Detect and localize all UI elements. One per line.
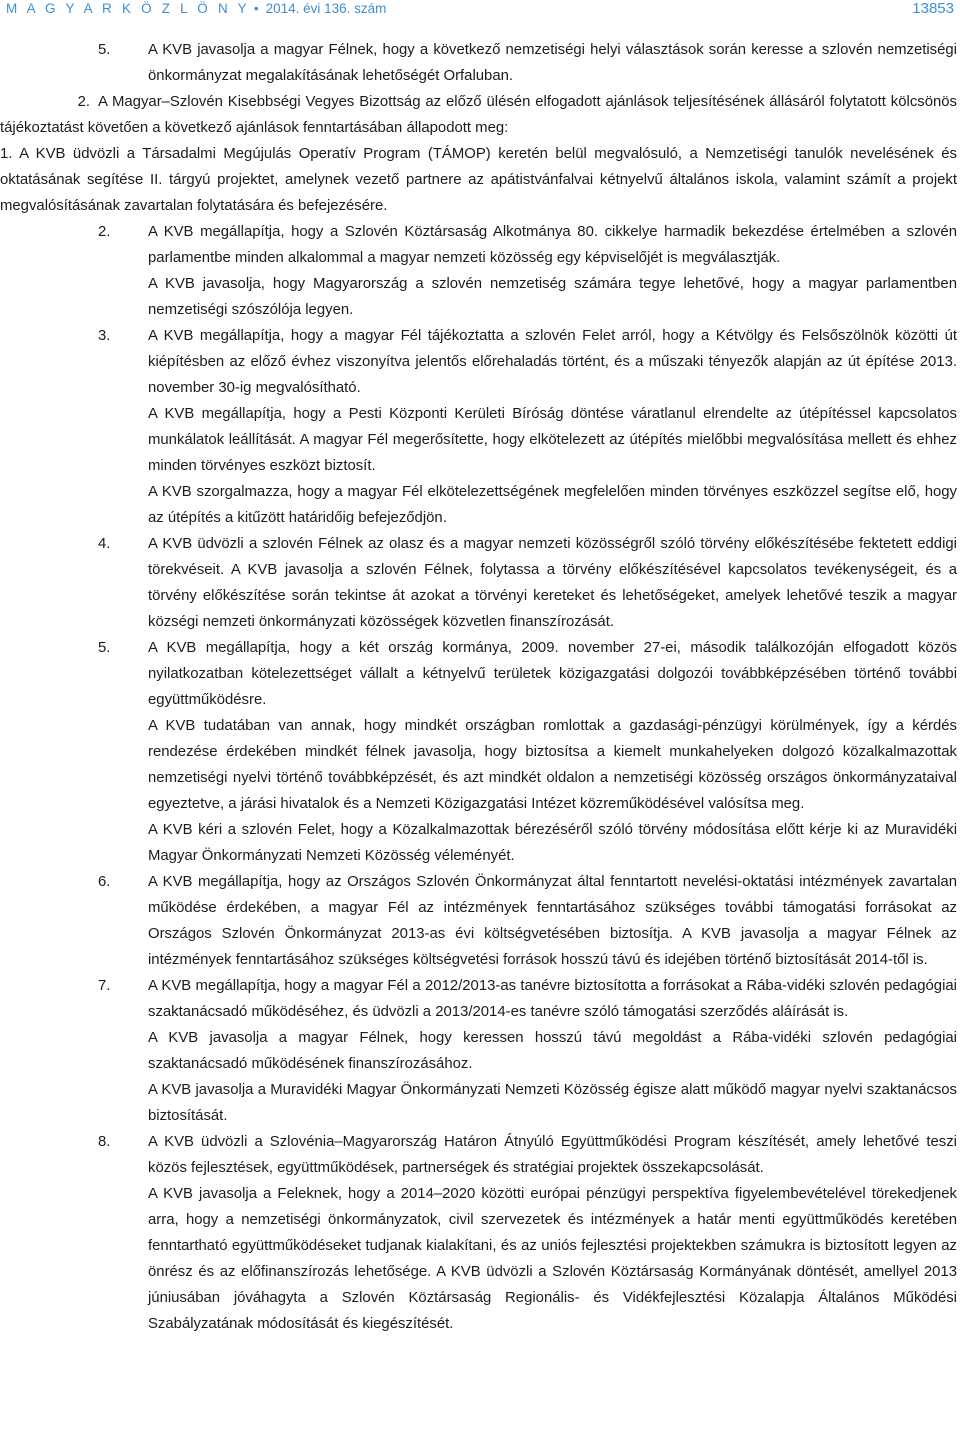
item-text: A KVB üdvözli a szlovén Félnek az olasz és a magyar nemzeti közösségről szóló törvény előkészítésébe fektetett eddigi törekvéseit. A KVB javasolja a szlovén Félnek, folytassa a törvény előkészítésével kapcsolatos tevékenységeit, és a törvény előkészítése során tekintse át azokat a törvényi kereteket és lehetőségeket, amelyek lehetővé teszik a magyar községi nemzeti önkormányzati közösségek közvetlen finanszírozását. bbox=[148, 536, 957, 630]
item-number: 8. bbox=[98, 1134, 111, 1150]
journal-title: M A G Y A R K Ö Z L Ö N Y bbox=[6, 1, 250, 16]
item-text: A KVB üdvözli a Szlovénia–Magyarország Határon Átnyúló Együttműködési Program készítését, amely lehetővé teszi közös fejlesztések, együttműködések, partnerségek és stratégiai projektek összekapcsolását. bbox=[148, 1134, 957, 1176]
header-bullet: • bbox=[253, 1, 259, 16]
recommendation-item bbox=[0, 141, 960, 219]
section-text: A Magyar–Szlovén Kisebbségi Vegyes Bizottság az előző ülésén elfogadott ajánlások teljesítésének állásáról folytatott kölcsönös tájékoztatást követően a következő ajánlások fenntartásában állapodott meg: bbox=[0, 94, 957, 136]
item-number: 5. bbox=[98, 640, 111, 656]
section-number-slot bbox=[0, 89, 98, 115]
item-text: A KVB tudatában van annak, hogy mindkét országban romlottak a gazdasági-pénzügyi körülmények, így a kérdés rendezése érdekében mindkét félnek javasolja, hogy biztosítsa a kiemelt munkahelyeken dolgozó közalkalmazottak nemzetiségi nyelvi történő továbbképzését, és azt mindkét oldalon a nemzetiségi közösség országos önkormányzataival egyeztetve, a járási hivatalok és a Nemzeti Közigazgatási Intézet közreműködésével valósítsa meg. bbox=[148, 718, 957, 812]
page-number: 13853 bbox=[912, 0, 954, 17]
recommendation-item bbox=[0, 973, 960, 1025]
recommendation-item bbox=[0, 37, 960, 89]
item-number: 2. bbox=[98, 224, 111, 240]
recommendation-paragraph bbox=[0, 1025, 960, 1077]
item-text: A KVB szorgalmazza, hogy a magyar Fél elkötelezettségének megfelelően minden törvényes eszközzel segítse elő, hogy az útépítés a kitűzött határidőig befejeződjön. bbox=[148, 484, 957, 526]
recommendation-item bbox=[0, 869, 960, 973]
item-number: 6. bbox=[98, 874, 111, 890]
document-body bbox=[0, 37, 960, 1337]
section-number: 2. bbox=[77, 94, 90, 110]
recommendation-item bbox=[0, 635, 960, 713]
running-head bbox=[6, 0, 386, 18]
item-text: A KVB megállapítja, hogy a Szlovén Köztársaság Alkotmánya 80. cikkelye harmadik bekezdése értelmében a szlovén parlamentbe minden alkalommal a magyar nemzeti közösség egy képviselőjét is megválasztják. bbox=[148, 224, 957, 266]
item-text: A KVB javasolja a Feleknek, hogy a 2014–2020 közötti európai pénzügyi perspektíva figyelembevételével törekedjenek arra, hogy a nemzetiségi önkormányzatok, civil szervezetek és intézmények a határ menti együttműködés keretében fenntartható együttműködéseket tudjanak kialakítani, és az uniós fejlesztési projektekben számukra is biztosított legyen az önrész és az előfinanszírozás lehetősége. A KVB üdvözli a Szlovén Köztársaság Kormányának döntését, amellyel 2013 júniusában jóváhagyta a Szlovén Köztársaság Regionális- és Vidékfejlesztési Közalapja Általános Működési Szabályzatának módosítását és kiegészítését. bbox=[148, 1186, 957, 1332]
item-number: 1. bbox=[0, 146, 13, 162]
recommendation-paragraph bbox=[0, 1181, 960, 1337]
recommendation-list bbox=[0, 141, 960, 1337]
item-text: A KVB javasolja a magyar Félnek, hogy a következő nemzetiségi helyi választások során keresse a szlovén nemzetiségi önkormányzat megalakításának lehetőségét Orfaluban. bbox=[148, 42, 957, 84]
item-text: A KVB megállapítja, hogy a magyar Fél tájékoztatta a szlovén Felet arról, hogy a Kétvölgy és Felsőszölnök közötti út kiépítésben az előző évhez viszonyítva jelentős előrehaladás történt, és a műszaki tényezők alapján az út építése 2013. november 30-ig megvalósítható. bbox=[148, 328, 957, 396]
item-text: A KVB javasolja a Muravidéki Magyar Önkormányzati Nemzeti Közösség égisze alatt működő magyar nyelvi szaktanácsos biztosítását. bbox=[148, 1082, 957, 1124]
item-text: A KVB kéri a szlovén Felet, hogy a Közalkalmazottak bérezéséről szóló törvény módosítása előtt kérje ki az Muravidéki Magyar Önkormányzati Nemzeti Közösség véleményét. bbox=[148, 822, 957, 864]
item-number: 5. bbox=[98, 42, 111, 58]
recommendation-item bbox=[0, 323, 960, 401]
item-text: A KVB javasolja, hogy Magyarország a szlovén nemzetiség számára tegye lehetővé, hogy a magyar parlamentben nemzetiségi szószólója legyen. bbox=[148, 276, 957, 318]
recommendation-paragraph bbox=[0, 479, 960, 531]
recommendation-paragraph bbox=[0, 713, 960, 817]
recommendation-item bbox=[0, 219, 960, 271]
item-number: 7. bbox=[98, 978, 111, 994]
item-text: A KVB megállapítja, hogy a Pesti Központi Kerületi Bíróság döntése váratlanul elrendelte az útépítéssel kapcsolatos munkálatok leállítását. A magyar Fél megerősítette, hogy elkötelezett az útépítés mielőbbi megvalósítása mellett és ehhez minden törvényes eszközt biztosít. bbox=[148, 406, 957, 474]
item-number: 4. bbox=[98, 536, 111, 552]
section-heading-paragraph bbox=[0, 89, 960, 141]
page-header bbox=[0, 0, 960, 22]
recommendation-paragraph bbox=[0, 817, 960, 869]
recommendation-paragraph bbox=[0, 1077, 960, 1129]
item-text: A KVB üdvözli a Társadalmi Megújulás Operatív Program (TÁMOP) keretén belül megvalósuló, a Nemzetiségi tanulók nevelésének és oktatásának segítése II. tárgyú projektet, amelynek vezető partnere az apátistvánfalvai kétnyelvű általános iskola, valamint számít a projekt megvalósításának zavartalan folytatására és befejezésére. bbox=[0, 146, 957, 214]
recommendation-paragraph bbox=[0, 271, 960, 323]
recommendation-item bbox=[0, 531, 960, 635]
item-text: A KVB megállapítja, hogy a két ország kormánya, 2009. november 27-ei, második találkozóján elfogadott közös nyilatkozatban kötelezettséget vállalt a kétnyelvű területek közigazgatási dolgozói továbbképzésében történő további együttműködésre. bbox=[148, 640, 957, 708]
item-number: 3. bbox=[98, 328, 111, 344]
item-text: A KVB megállapítja, hogy a magyar Fél a 2012/2013-as tanévre biztosította a forrásokat a Rába-vidéki szlovén pedagógiai szaktanácsadó működéséhez, és üdvözli a 2013/2014-es tanévre szóló támogatási szerződés aláírását is. bbox=[148, 978, 957, 1020]
item-text: A KVB javasolja a magyar Félnek, hogy keressen hosszú távú megoldást a Rába-vidéki szlovén pedagógiai szaktanácsadó működésének finanszírozásához. bbox=[148, 1030, 957, 1072]
issue-label: 2014. évi 136. szám bbox=[265, 1, 387, 16]
recommendation-paragraph bbox=[0, 401, 960, 479]
recommendation-item bbox=[0, 1129, 960, 1181]
item-text: A KVB megállapítja, hogy az Országos Szlovén Önkormányzat által fenntartott nevelési-oktatási intézmények zavartalan működése érdekében, a magyar Fél az intézmények fenntartásához szükséges további támogatási forrásokat az Országos Szlovén Önkormányzat 2013-as évi költségvetésében biztosítja. A KVB javasolja a magyar Félnek az intézmények fenntartásához szükséges költségvetési források hosszú távú és idejében történő biztosítását 2014-től is. bbox=[148, 874, 957, 968]
